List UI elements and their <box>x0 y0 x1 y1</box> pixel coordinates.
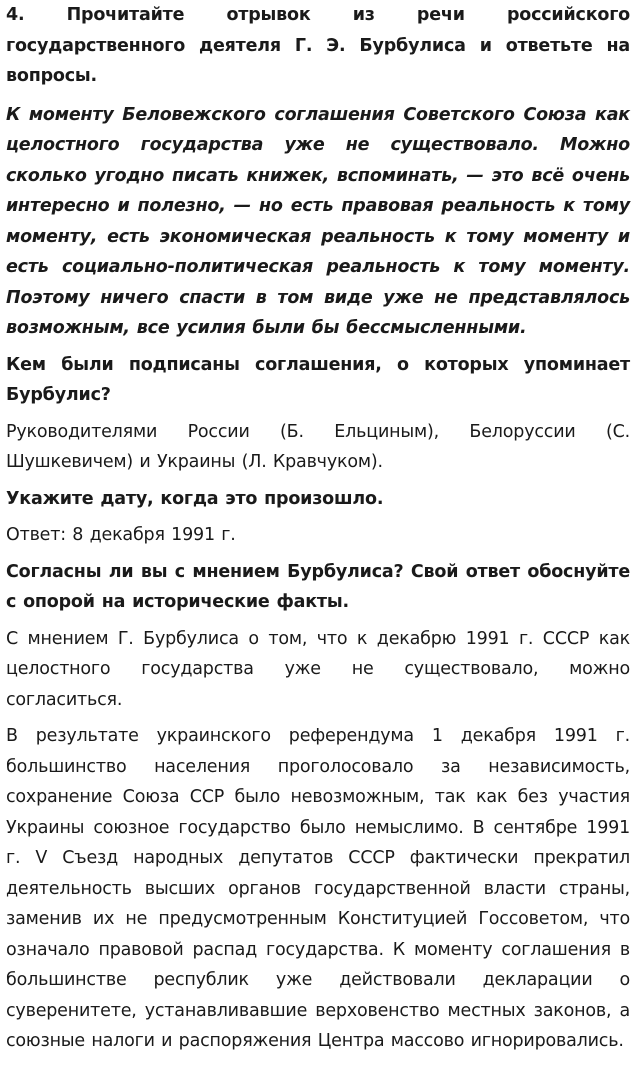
answer-3-paragraph-1: С мнением Г. Бурбулиса о том, что к декабрю 1991 г. СССР как целостного государства уже не существовало, можно согласиться. <box>6 628 630 710</box>
task-heading: 4. Прочитайте отрывок из речи российского государственного деятеля Г. Э. Бурбулиса и ответьте на вопросы. <box>6 5 630 86</box>
answer-1: Руководителями России (Б. Ельциным), Белоруссии (С. Шушкевичем) и Украины (Л. Кравчуком). <box>6 421 630 472</box>
question-2: Укажите дату, когда это произошло. <box>6 488 384 509</box>
question-1: Кем были подписаны соглашения, о которых упоминает Бурбулис? <box>6 354 630 405</box>
quote-passage: К моменту Беловежского соглашения Советского Союза как целостного государства уже не существовало. Можно сколько угодно писать книжек, вспоминать, — это всё очень интересно и полезно, — но есть правовая реальность к тому моменту, есть экономическая реальность к тому моменту и есть социально-политическая реальность к тому моменту. Поэтому ничего спасти в том виде уже не представлялось возможным, все усилия были бы бессмысленными. <box>6 104 630 338</box>
answer-3-paragraph-2: В результате украинского референдума 1 декабря 1991 г. большинство населения проголосовало за независимость, сохранение Союза ССР было невозможным, так как без участия Украины союзное государство было немыслимо. В сентябре 1991 г. V Съезд народных депутатов СССР фактически прекратил деятельность высших органов государственной власти страны, заменив их не предусмотренным Конституцией Госсоветом, что означало правовой распад государства. К моменту соглашения в большинстве республик уже действовали декларации о суверенитете, устанавливавшие верховенство местных законов, а союзные налоги и распоряжения Центра массово игнорировались. <box>6 726 630 1051</box>
answer-2: Ответ: 8 декабря 1991 г. <box>6 525 236 545</box>
question-3: Согласны ли вы с мнением Бурбулиса? Свой ответ обоснуйте с опорой на исторические факты. <box>6 561 630 612</box>
